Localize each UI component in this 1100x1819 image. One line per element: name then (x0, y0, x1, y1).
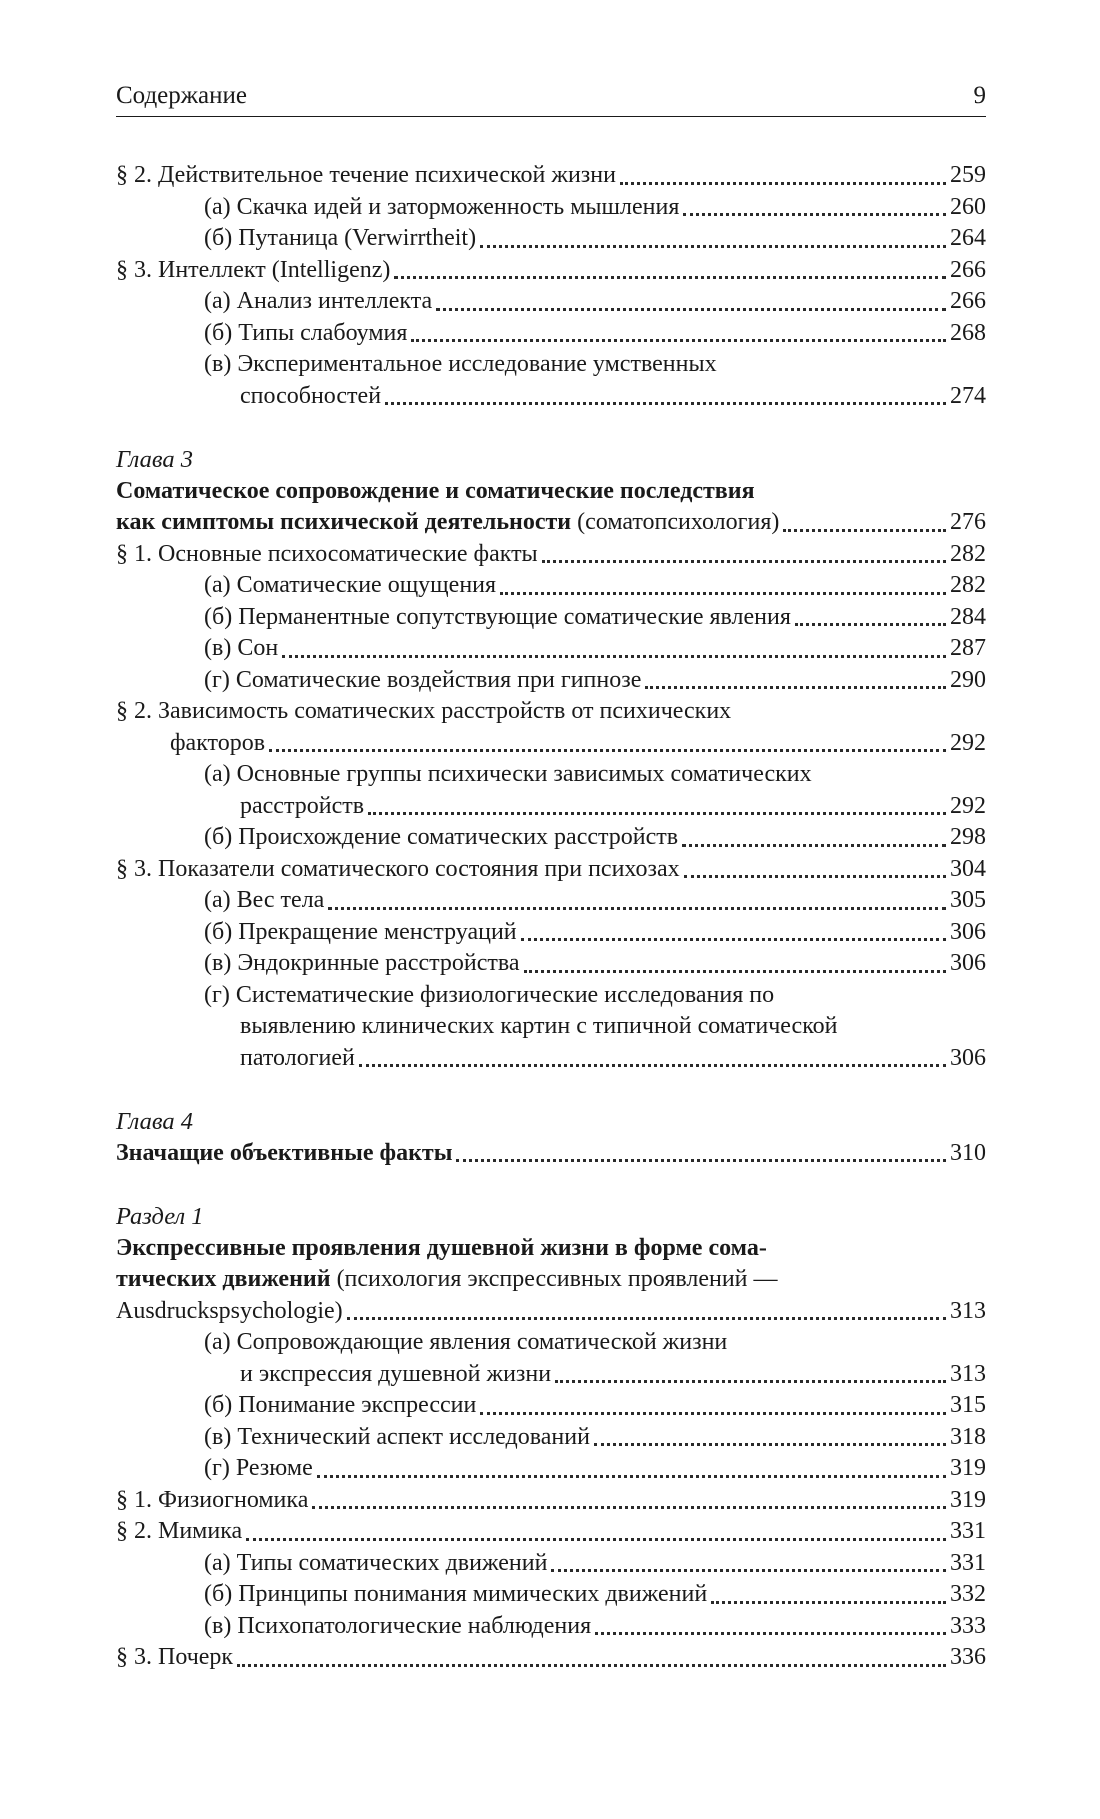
toc-page-number: 287 (950, 635, 986, 661)
toc-entry-title (116, 507, 779, 539)
toc-page-number: 304 (950, 855, 986, 882)
toc-title-bold-part: Значащие объективные факты (116, 1139, 453, 1166)
dot-leader (246, 1538, 946, 1541)
toc-title-part: (а) Сопровождающие явления соматической жизни (204, 1329, 728, 1355)
toc-title-bold-part: тических движений (116, 1266, 331, 1292)
toc-title-part: (г) Резюме (204, 1455, 313, 1481)
toc-entry[interactable] (116, 1453, 986, 1485)
toc-title-part: (в) Эндокринные расстройства (204, 950, 520, 976)
toc-title-part: выявлению клинических картин с типичной соматической (240, 1013, 838, 1039)
toc-title-part: (б) Перманентные сопутствующие соматические явления (204, 603, 791, 630)
toc-title-part: (в) Психопатологические наблюдения (204, 1612, 592, 1639)
toc-entry-title (116, 160, 616, 192)
toc-entry (116, 980, 986, 1012)
toc-page-number: 292 (950, 792, 986, 819)
toc-entry[interactable] (116, 791, 986, 823)
toc-entry[interactable] (116, 318, 986, 350)
toc-page-number: 331 (950, 1549, 986, 1576)
dot-leader (524, 970, 946, 973)
toc-entry-title (116, 1516, 242, 1548)
toc-entry-title (240, 791, 364, 823)
dot-leader (645, 686, 946, 689)
toc-entry[interactable] (116, 570, 986, 602)
running-header (116, 82, 986, 117)
toc-entry[interactable] (116, 1296, 986, 1328)
toc-entry[interactable] (116, 948, 986, 980)
toc-title-part: § 2. Действительное течение психической жизни (116, 162, 616, 188)
dot-leader (237, 1664, 946, 1667)
chapter-caption: Глава 4 (116, 1108, 193, 1135)
header-page-number: 9 (973, 82, 986, 109)
dot-leader (282, 655, 946, 658)
toc-page-number: 313 (950, 1360, 986, 1387)
toc-entry[interactable] (116, 1516, 986, 1548)
toc-entry[interactable] (116, 917, 986, 949)
toc-page-number: 292 (950, 729, 986, 756)
dot-leader (521, 938, 946, 941)
toc-entry-title (204, 1548, 547, 1580)
toc-entry-title (204, 1327, 727, 1359)
toc-entry[interactable] (116, 539, 986, 571)
toc-entry (116, 1327, 986, 1359)
toc-entry-title (204, 192, 679, 224)
dot-leader (385, 402, 946, 405)
dot-leader (711, 1601, 946, 1604)
section-gap (116, 1074, 986, 1106)
dot-leader (783, 529, 946, 532)
toc-title-part: (г) Соматические воздействия при гипнозе (204, 666, 642, 693)
toc-entry-title (204, 1453, 313, 1485)
toc-entry-title (204, 980, 774, 1012)
toc-entry[interactable] (116, 507, 986, 539)
toc-entry-title (116, 1485, 308, 1517)
toc-page-number: 266 (950, 256, 986, 283)
toc-entry[interactable] (116, 822, 986, 854)
toc-entry-title (116, 1642, 233, 1674)
toc-entry[interactable] (116, 381, 986, 413)
dot-leader (436, 308, 946, 311)
toc-page-number: 310 (950, 1139, 986, 1166)
toc-entry[interactable] (116, 602, 986, 634)
toc-entry[interactable] (116, 1485, 986, 1517)
toc-title-part: (соматопсихология) (571, 509, 780, 535)
dot-leader (312, 1506, 946, 1509)
toc-title-part: (б) Понимание экспрессии (204, 1392, 477, 1418)
toc-entry-title (204, 948, 520, 980)
toc-title-part: факторов (170, 729, 266, 756)
toc-entry-title (170, 728, 265, 760)
toc-page-number: 268 (950, 319, 986, 346)
toc-page-number: 318 (950, 1423, 986, 1450)
toc-entry-title (116, 696, 731, 728)
toc-title-part: (б) Принципы понимания мимических движений (204, 1581, 708, 1607)
toc-entry (116, 349, 986, 381)
toc-title-part: (а) Скачка идей и заторможенность мышления (204, 193, 680, 220)
toc-page-number: 313 (950, 1297, 986, 1324)
dot-leader (480, 1412, 946, 1415)
toc-entry (116, 1233, 986, 1265)
toc-title-part: (а) Типы соматических движений (204, 1549, 548, 1576)
toc-title-part: § 1. Основные психосоматические факты (116, 540, 538, 567)
toc-entry-title (204, 665, 641, 697)
toc-entry (116, 1264, 986, 1296)
toc-entry[interactable] (116, 665, 986, 697)
toc-entry-title (240, 381, 381, 413)
toc-page-number: 306 (950, 918, 986, 945)
dot-leader (456, 1159, 946, 1162)
dot-leader (594, 1443, 946, 1446)
toc-entry (116, 476, 986, 508)
toc-entry[interactable] (116, 885, 986, 917)
toc-title-bold-part: Экспрессивные проявления душевной жизни в форме сома- (116, 1234, 767, 1261)
toc-entry[interactable] (116, 1138, 986, 1170)
toc-entry-title (116, 1233, 767, 1265)
toc-entry-title (204, 917, 517, 949)
toc-entry[interactable] (116, 1642, 986, 1674)
toc-entry-title (116, 1264, 778, 1296)
toc-entry (116, 759, 986, 791)
toc-title-part: (в) Экспериментальное исследование умственных (204, 351, 717, 377)
toc-page-number: 284 (950, 603, 986, 630)
toc-entry[interactable] (116, 1359, 986, 1391)
dot-leader (682, 844, 946, 847)
toc-entry-title (204, 1390, 476, 1422)
toc-title-bold-part: как симптомы психической деятельности (116, 509, 572, 535)
toc-title-part: Ausdruckspsychologie) (116, 1297, 343, 1324)
toc-entry-title (240, 1011, 837, 1043)
toc-entry-title (204, 318, 407, 350)
toc-page-number: 282 (950, 572, 986, 598)
toc-entry[interactable] (116, 1422, 986, 1454)
toc-title-part: и экспрессия душевной жизни (240, 1360, 552, 1387)
toc-entry[interactable] (116, 633, 986, 665)
toc-entry-title (116, 854, 680, 886)
toc-page-number: 306 (950, 1044, 986, 1071)
toc-title-part: § 3. Показатели соматического состояния при психозах (116, 855, 680, 882)
toc-title-part: (б) Прекращение менструаций (204, 918, 517, 945)
toc-entry-title (116, 476, 755, 508)
dot-leader (551, 1569, 946, 1572)
toc-page-number: 319 (950, 1486, 986, 1513)
toc-entry-title (116, 1296, 343, 1328)
toc-title-part: § 3. Почерк (116, 1644, 234, 1670)
header-title: Содержание (116, 82, 247, 109)
toc-title-part: (а) Вес тела (204, 887, 325, 913)
toc-entry[interactable] (116, 1611, 986, 1643)
toc-page-number: 305 (950, 887, 986, 913)
dot-leader (795, 623, 946, 626)
toc-title-part: (в) Технический аспект исследований (204, 1423, 590, 1450)
dot-leader (480, 245, 946, 248)
toc-title-part: расстройств (240, 792, 365, 819)
toc-title-part: (а) Соматические ощущения (204, 572, 497, 598)
dot-leader (368, 812, 946, 815)
toc-entry[interactable] (116, 192, 986, 224)
toc-title-part: (в) Сон (204, 635, 279, 661)
toc-page-number: 264 (950, 225, 986, 251)
chapter-caption: Глава 3 (116, 446, 193, 473)
toc-title-part: (б) Происхождение соматических расстройств (204, 824, 679, 850)
dot-leader (620, 182, 946, 185)
toc-page-number: 282 (950, 540, 986, 567)
toc-title-part: (г) Систематические физиологические исследования по (204, 981, 775, 1008)
toc-entry[interactable] (116, 854, 986, 886)
dot-leader (394, 276, 946, 279)
toc-page-number: 332 (950, 1581, 986, 1607)
chapter-caption: Раздел 1 (116, 1203, 204, 1230)
toc-entry[interactable] (116, 160, 986, 192)
toc-entry-title (116, 539, 538, 571)
dot-leader (500, 592, 946, 595)
toc-entry[interactable] (116, 1390, 986, 1422)
toc-entry-title (204, 223, 476, 255)
toc-entry-title (204, 822, 678, 854)
toc-entry[interactable] (116, 1579, 986, 1611)
toc-entry[interactable] (116, 1548, 986, 1580)
toc-title-part: (б) Путаница (Verwirrtheit) (204, 225, 477, 251)
toc-entry[interactable] (116, 728, 986, 760)
toc-entry-title (204, 759, 812, 791)
toc-page-number: 260 (950, 193, 986, 220)
dot-leader (328, 907, 946, 910)
dot-leader (684, 875, 946, 878)
dot-leader (317, 1475, 946, 1478)
toc-entry-title (204, 1611, 591, 1643)
toc-title-part: (а) Анализ интеллекта (204, 288, 433, 314)
dot-leader (542, 560, 946, 563)
toc-entry[interactable] (116, 286, 986, 318)
toc-page-number: 333 (950, 1612, 986, 1639)
toc-entry-title (204, 633, 278, 665)
toc-entry[interactable] (116, 223, 986, 255)
toc-page-number: 298 (950, 824, 986, 850)
dot-leader (347, 1317, 946, 1320)
toc-entry-title (204, 1422, 590, 1454)
toc-page-number: 306 (950, 950, 986, 976)
dot-leader (359, 1064, 946, 1067)
toc-entry (116, 1011, 986, 1043)
dot-leader (555, 1380, 946, 1383)
toc-entry-title (204, 885, 324, 917)
toc-page-number: 331 (950, 1518, 986, 1544)
toc-entry-title (204, 602, 791, 634)
toc-entry-title (204, 349, 717, 381)
toc-entry-title (204, 286, 432, 318)
toc-page-number: 290 (950, 666, 986, 693)
toc-entry[interactable] (116, 255, 986, 287)
toc-page-number: 336 (950, 1644, 986, 1670)
table-of-contents (116, 160, 986, 1674)
toc-entry-title (116, 1138, 452, 1170)
section-gap (116, 1169, 986, 1201)
toc-title-part: (психология экспрессивных проявлений — (330, 1266, 778, 1292)
toc-title-bold-part: Соматическое сопровождение и соматические последствия (116, 477, 755, 504)
toc-title-part: § 1. Физиогномика (116, 1486, 309, 1513)
dot-leader (411, 339, 946, 342)
toc-entry (116, 696, 986, 728)
toc-entry-title (116, 255, 390, 287)
dot-leader (269, 749, 946, 752)
toc-entry[interactable] (116, 1043, 986, 1075)
toc-title-part: § 2. Зависимость соматических расстройств от психических (116, 698, 732, 724)
toc-page-number: 274 (950, 382, 986, 409)
toc-entry-title (240, 1359, 551, 1391)
dot-leader (683, 213, 946, 216)
toc-title-part: (а) Основные группы психически зависимых соматических (204, 761, 812, 787)
dot-leader (595, 1632, 946, 1635)
toc-title-part: § 2. Мимика (116, 1518, 243, 1544)
section-gap (116, 412, 986, 444)
toc-page-number: 276 (950, 509, 986, 535)
toc-page-number: 266 (950, 288, 986, 314)
toc-title-part: способностей (240, 382, 382, 409)
toc-page-number: 259 (950, 162, 986, 188)
toc-page-number: 315 (950, 1392, 986, 1418)
toc-entry-title (240, 1043, 355, 1075)
toc-entry-title (204, 1579, 707, 1611)
toc-entry-title (204, 570, 496, 602)
toc-page-number: 319 (950, 1455, 986, 1481)
toc-title-part: патологией (240, 1044, 355, 1071)
toc-title-part: § 3. Интеллект (Intelligenz) (116, 256, 391, 283)
toc-title-part: (б) Типы слабоумия (204, 319, 408, 346)
